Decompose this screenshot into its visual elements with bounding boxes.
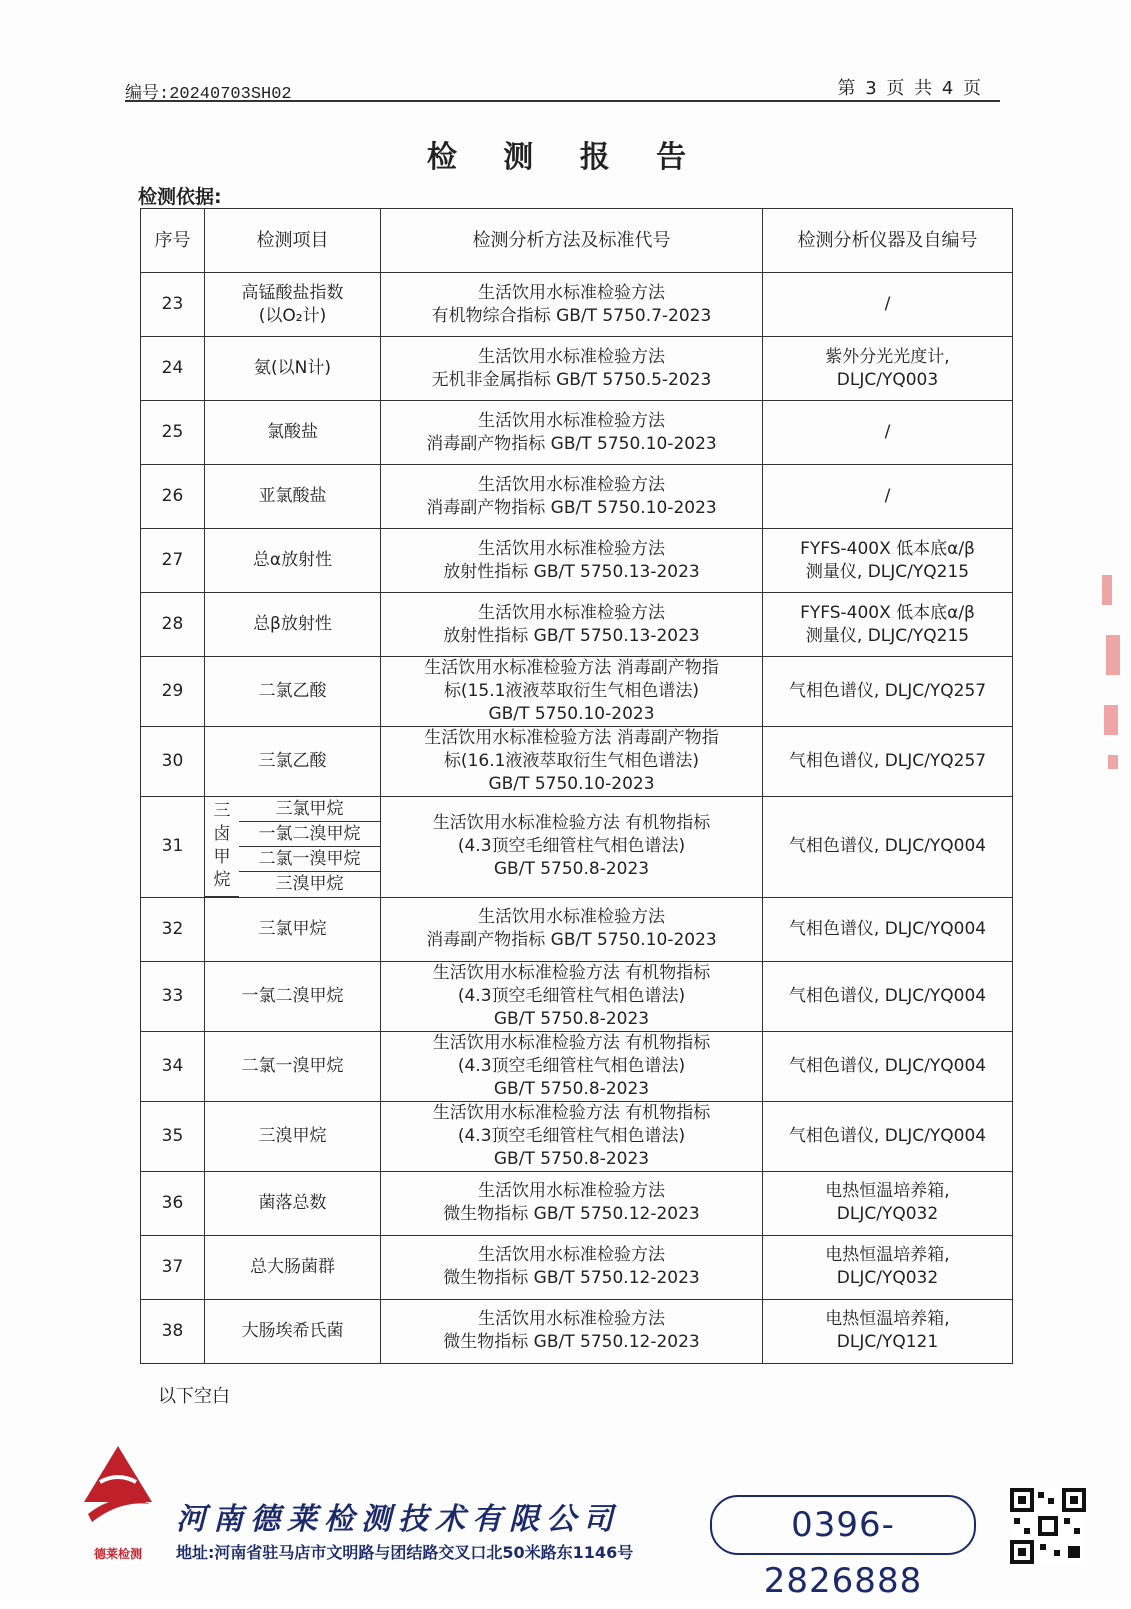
cell-line: DLJC/YQ032 bbox=[836, 1204, 939, 1224]
table-row bbox=[141, 897, 1013, 961]
cell-method bbox=[381, 1101, 763, 1171]
row-number: 23 bbox=[161, 294, 184, 314]
cell-line: 消毒副产物指标 GB/T 5750.10-2023 bbox=[426, 930, 717, 950]
cell-line: 亚氯酸盐 bbox=[258, 486, 327, 506]
cell-item bbox=[205, 657, 381, 727]
cell-method bbox=[381, 1171, 763, 1235]
cell-line: 有机物综合指标 GB/T 5750.7-2023 bbox=[431, 305, 712, 326]
cell-item bbox=[205, 897, 381, 961]
cell-method bbox=[381, 1235, 763, 1299]
cell-line: 标(16.1液液萃取衍生气相色谱法) bbox=[443, 751, 700, 771]
column-header: 序号 bbox=[141, 209, 205, 273]
table-row bbox=[141, 593, 1013, 657]
cell-line: 测量仪, DLJC/YQ215 bbox=[805, 625, 970, 646]
column-header: 检测分析仪器及自编号 bbox=[763, 209, 1013, 273]
cell-method bbox=[381, 897, 763, 961]
cell-line: 生活饮用水标准检验方法 bbox=[478, 1181, 665, 1201]
table-header-row bbox=[141, 209, 1013, 273]
column-header: 检测分析方法及标准代号 bbox=[381, 209, 763, 273]
cell-item bbox=[205, 1299, 381, 1363]
cell-line: 大肠埃希氏菌 bbox=[241, 1320, 344, 1341]
row-number: 33 bbox=[161, 985, 184, 1006]
cell-line: GB/T 5750.8-2023 bbox=[493, 1148, 650, 1169]
cell-line: 气相色谱仪, DLJC/YQ257 bbox=[788, 751, 987, 771]
cell-line: GB/T 5750.8-2023 bbox=[493, 1008, 650, 1029]
cell-line: 消毒副产物指标 GB/T 5750.10-2023 bbox=[426, 497, 717, 518]
logo-text: 德莱检测 bbox=[93, 1547, 142, 1561]
cell-item bbox=[205, 465, 381, 529]
cell-method bbox=[381, 961, 763, 1031]
report-title: 检 测 报 告 bbox=[426, 140, 705, 175]
cell-instrument bbox=[763, 727, 1013, 797]
subitem-label: 三溴甲烷 bbox=[275, 873, 344, 894]
cell-line: (以O₂计) bbox=[258, 305, 327, 326]
row-number: 28 bbox=[161, 614, 184, 634]
cell-line: 电热恒温培养箱, bbox=[825, 1181, 950, 1201]
table-row bbox=[141, 1299, 1013, 1363]
table-row bbox=[141, 1101, 1013, 1171]
cell-number bbox=[141, 401, 205, 465]
cell-line: 无机非金属指标 GB/T 5750.5-2023 bbox=[431, 369, 712, 390]
cell-line: 生活饮用水标准检验方法 bbox=[478, 907, 665, 927]
cell-method bbox=[381, 797, 763, 898]
cell-line: DLJC/YQ003 bbox=[836, 369, 939, 390]
cell-instrument bbox=[763, 657, 1013, 727]
cell-line: 气相色谱仪, DLJC/YQ004 bbox=[788, 985, 987, 1006]
cell-line: 生活饮用水标准检验方法 bbox=[478, 538, 665, 559]
cell-instrument bbox=[763, 337, 1013, 401]
subitem bbox=[239, 847, 380, 872]
cell-line: 菌落总数 bbox=[258, 1192, 327, 1213]
row-number: 30 bbox=[161, 751, 184, 771]
row-number: 35 bbox=[161, 1125, 184, 1146]
company-phone: 0396-2826888 bbox=[710, 1495, 976, 1555]
cell-line: 三氯乙酸 bbox=[258, 751, 327, 771]
cell-method bbox=[381, 1299, 763, 1363]
cell-line: 氯酸盐 bbox=[267, 422, 318, 442]
cell-line: 生活饮用水标准检验方法 bbox=[478, 282, 665, 303]
header-divider bbox=[125, 100, 1000, 102]
cell-line: 一氯二溴甲烷 bbox=[241, 985, 344, 1006]
cell-line: 生活饮用水标准检验方法 bbox=[478, 346, 665, 367]
company-logo-icon bbox=[80, 1442, 156, 1542]
cell-instrument bbox=[763, 273, 1013, 337]
table-row-trihalomethanes bbox=[141, 797, 1013, 898]
cell-item bbox=[205, 401, 381, 465]
cell-line: DLJC/YQ121 bbox=[836, 1332, 939, 1352]
cell-item bbox=[205, 1031, 381, 1101]
group-label bbox=[205, 797, 239, 896]
cell-number bbox=[141, 1235, 205, 1299]
cell-line: 生活饮用水标准检验方法 bbox=[478, 410, 665, 431]
company-address: 地址:河南省驻马店市文明路与团结路交叉口北50米路东1146号 bbox=[176, 1543, 634, 1562]
company-name: 河南德莱检测技术有限公司 bbox=[176, 1502, 620, 1537]
cell-line: 气相色谱仪, DLJC/YQ004 bbox=[788, 1125, 987, 1146]
cell-line: (4.3顶空毛细管柱气相色谱法) bbox=[457, 985, 686, 1006]
cell-line: 总β放射性 bbox=[253, 614, 332, 634]
cell-line: 电热恒温培养箱, bbox=[825, 1245, 950, 1265]
cell-line: GB/T 5750.10-2023 bbox=[488, 774, 655, 794]
cell-method bbox=[381, 1031, 763, 1101]
table-row bbox=[141, 727, 1013, 797]
cell-method bbox=[381, 465, 763, 529]
cell-instrument bbox=[763, 401, 1013, 465]
cell-item bbox=[205, 337, 381, 401]
cell-line: (4.3顶空毛细管柱气相色谱法) bbox=[457, 1055, 686, 1076]
cell-line: 氨(以N计) bbox=[254, 358, 331, 378]
subitem bbox=[239, 797, 380, 822]
cell-instrument bbox=[763, 797, 1013, 898]
cell-line: 气相色谱仪, DLJC/YQ257 bbox=[788, 681, 987, 701]
cell-line: 消毒副产物指标 GB/T 5750.10-2023 bbox=[426, 433, 717, 454]
cell-line: 气相色谱仪, DLJC/YQ004 bbox=[788, 836, 987, 857]
cell-line: 微生物指标 GB/T 5750.12-2023 bbox=[443, 1268, 700, 1288]
cell-instrument bbox=[763, 1171, 1013, 1235]
cell-instrument bbox=[763, 1235, 1013, 1299]
cell-line: (4.3顶空毛细管柱气相色谱法) bbox=[457, 836, 686, 857]
column-header: 检测项目 bbox=[205, 209, 381, 273]
cell-line: GB/T 5750.8-2023 bbox=[493, 1078, 650, 1099]
row-number: 31 bbox=[161, 836, 184, 857]
cell-line: 生活饮用水标准检验方法 消毒副产物指 bbox=[424, 728, 719, 748]
cell-number bbox=[141, 1299, 205, 1363]
cell-instrument bbox=[763, 961, 1013, 1031]
cell-method bbox=[381, 273, 763, 337]
cell-item bbox=[205, 529, 381, 593]
cell-number bbox=[141, 961, 205, 1031]
cell-number bbox=[141, 529, 205, 593]
cell-line: GB/T 5750.10-2023 bbox=[488, 704, 655, 724]
cell-line: 气相色谱仪, DLJC/YQ004 bbox=[788, 1055, 987, 1076]
row-number: 36 bbox=[161, 1192, 184, 1213]
cell-number bbox=[141, 1171, 205, 1235]
cell-item bbox=[205, 1101, 381, 1171]
table-row bbox=[141, 529, 1013, 593]
report-number: 编号:20240703SH02 bbox=[125, 85, 292, 104]
qr-code-icon bbox=[1010, 1488, 1086, 1564]
cell-item-group bbox=[205, 797, 381, 898]
cell-method bbox=[381, 657, 763, 727]
cell-line: 标(15.1液液萃取衍生气相色谱法) bbox=[443, 681, 700, 701]
cell-line: 紫外分光光度计, bbox=[825, 346, 950, 367]
cell-line: (4.3顶空毛细管柱气相色谱法) bbox=[457, 1125, 686, 1146]
cell-line: 微生物指标 GB/T 5750.12-2023 bbox=[443, 1332, 700, 1352]
cell-method bbox=[381, 727, 763, 797]
cell-line: 生活饮用水标准检验方法 有机物指标 bbox=[432, 962, 711, 983]
cell-line: 放射性指标 GB/T 5750.13-2023 bbox=[443, 561, 700, 582]
cell-instrument bbox=[763, 1031, 1013, 1101]
cell-line: 生活饮用水标准检验方法 bbox=[478, 1309, 665, 1329]
cell-line: 生活饮用水标准检验方法 有机物指标 bbox=[432, 1032, 711, 1053]
basis-table bbox=[140, 208, 1013, 1364]
cell-line: 电热恒温培养箱, bbox=[825, 1309, 950, 1329]
cell-item bbox=[205, 593, 381, 657]
cell-instrument bbox=[763, 897, 1013, 961]
subitem-label: 二氯一溴甲烷 bbox=[258, 848, 361, 869]
cell-line: 三氯甲烷 bbox=[258, 918, 327, 939]
subitem-row bbox=[205, 797, 380, 822]
cell-line: 总α放射性 bbox=[252, 550, 333, 570]
cell-item bbox=[205, 273, 381, 337]
group-char: 烷 bbox=[213, 870, 231, 891]
cell-line: GB/T 5750.8-2023 bbox=[493, 859, 650, 880]
table-row bbox=[141, 961, 1013, 1031]
cell-line: 生活饮用水标准检验方法 bbox=[478, 1245, 665, 1265]
seal-stamp-edge-icon bbox=[1098, 575, 1126, 775]
cell-line: / bbox=[884, 294, 891, 314]
table-row bbox=[141, 1235, 1013, 1299]
table-row bbox=[141, 337, 1013, 401]
row-number: 26 bbox=[161, 486, 184, 506]
table-row bbox=[141, 657, 1013, 727]
row-number: 34 bbox=[161, 1055, 184, 1076]
cell-line: 总大肠菌群 bbox=[250, 1256, 335, 1277]
cell-line: FYFS-400X 低本底α/β bbox=[800, 602, 975, 623]
cell-number bbox=[141, 273, 205, 337]
cell-number bbox=[141, 337, 205, 401]
table-row bbox=[141, 1171, 1013, 1235]
cell-method bbox=[381, 401, 763, 465]
cell-line: 气相色谱仪, DLJC/YQ004 bbox=[788, 918, 987, 939]
cell-number bbox=[141, 1101, 205, 1171]
cell-line: 微生物指标 GB/T 5750.12-2023 bbox=[443, 1204, 700, 1224]
subitem bbox=[239, 822, 380, 847]
cell-number bbox=[141, 657, 205, 727]
group-char: 三 bbox=[213, 801, 231, 822]
subitem-label: 一氯二溴甲烷 bbox=[258, 823, 361, 844]
cell-number bbox=[141, 1031, 205, 1101]
subitem-label: 三氯甲烷 bbox=[275, 798, 344, 819]
cell-line: 高锰酸盐指数 bbox=[241, 282, 344, 303]
cell-line: 生活饮用水标准检验方法 消毒副产物指 bbox=[424, 658, 719, 678]
subitem bbox=[239, 872, 380, 897]
row-number: 29 bbox=[161, 681, 184, 701]
cell-instrument bbox=[763, 1101, 1013, 1171]
cell-number bbox=[141, 727, 205, 797]
basis-label: 检测依据: bbox=[138, 186, 222, 208]
cell-line: 生活饮用水标准检验方法 bbox=[478, 602, 665, 623]
row-number: 37 bbox=[161, 1256, 184, 1277]
cell-line: 生活饮用水标准检验方法 bbox=[478, 474, 665, 495]
cell-instrument bbox=[763, 465, 1013, 529]
cell-method bbox=[381, 529, 763, 593]
cell-line: 放射性指标 GB/T 5750.13-2023 bbox=[443, 625, 700, 646]
cell-line: / bbox=[884, 486, 891, 506]
cell-method bbox=[381, 337, 763, 401]
cell-line: 三溴甲烷 bbox=[258, 1125, 327, 1146]
cell-number bbox=[141, 797, 205, 898]
cell-item bbox=[205, 1235, 381, 1299]
subitem-table bbox=[205, 797, 380, 897]
cell-line: 二氯一溴甲烷 bbox=[241, 1055, 344, 1076]
row-number: 27 bbox=[161, 550, 184, 570]
cell-line: 二氯乙酸 bbox=[258, 681, 327, 701]
cell-line: 测量仪, DLJC/YQ215 bbox=[805, 561, 970, 582]
cell-number bbox=[141, 897, 205, 961]
cell-line: DLJC/YQ032 bbox=[836, 1268, 939, 1288]
cell-line: 生活饮用水标准检验方法 有机物指标 bbox=[432, 1102, 711, 1123]
cell-method bbox=[381, 593, 763, 657]
row-number: 25 bbox=[161, 422, 184, 442]
group-char: 甲 bbox=[213, 847, 231, 868]
table-row bbox=[141, 273, 1013, 337]
row-number: 24 bbox=[161, 358, 184, 378]
row-number: 32 bbox=[161, 918, 184, 939]
table-row bbox=[141, 1031, 1013, 1101]
page-indicator: 第 3 页 共 4 页 bbox=[837, 78, 983, 99]
cell-item bbox=[205, 961, 381, 1031]
cell-item bbox=[205, 727, 381, 797]
cell-number bbox=[141, 465, 205, 529]
cell-number bbox=[141, 593, 205, 657]
cell-line: / bbox=[884, 422, 891, 442]
blank-note: 以下空白 bbox=[158, 1386, 230, 1407]
cell-instrument bbox=[763, 529, 1013, 593]
cell-item bbox=[205, 1171, 381, 1235]
row-number: 38 bbox=[161, 1320, 184, 1341]
cell-instrument bbox=[763, 1299, 1013, 1363]
cell-instrument bbox=[763, 593, 1013, 657]
table-row bbox=[141, 401, 1013, 465]
table-row bbox=[141, 465, 1013, 529]
group-char: 卤 bbox=[213, 824, 231, 845]
cell-line: 生活饮用水标准检验方法 有机物指标 bbox=[432, 813, 711, 834]
cell-line: FYFS-400X 低本底α/β bbox=[800, 538, 975, 559]
